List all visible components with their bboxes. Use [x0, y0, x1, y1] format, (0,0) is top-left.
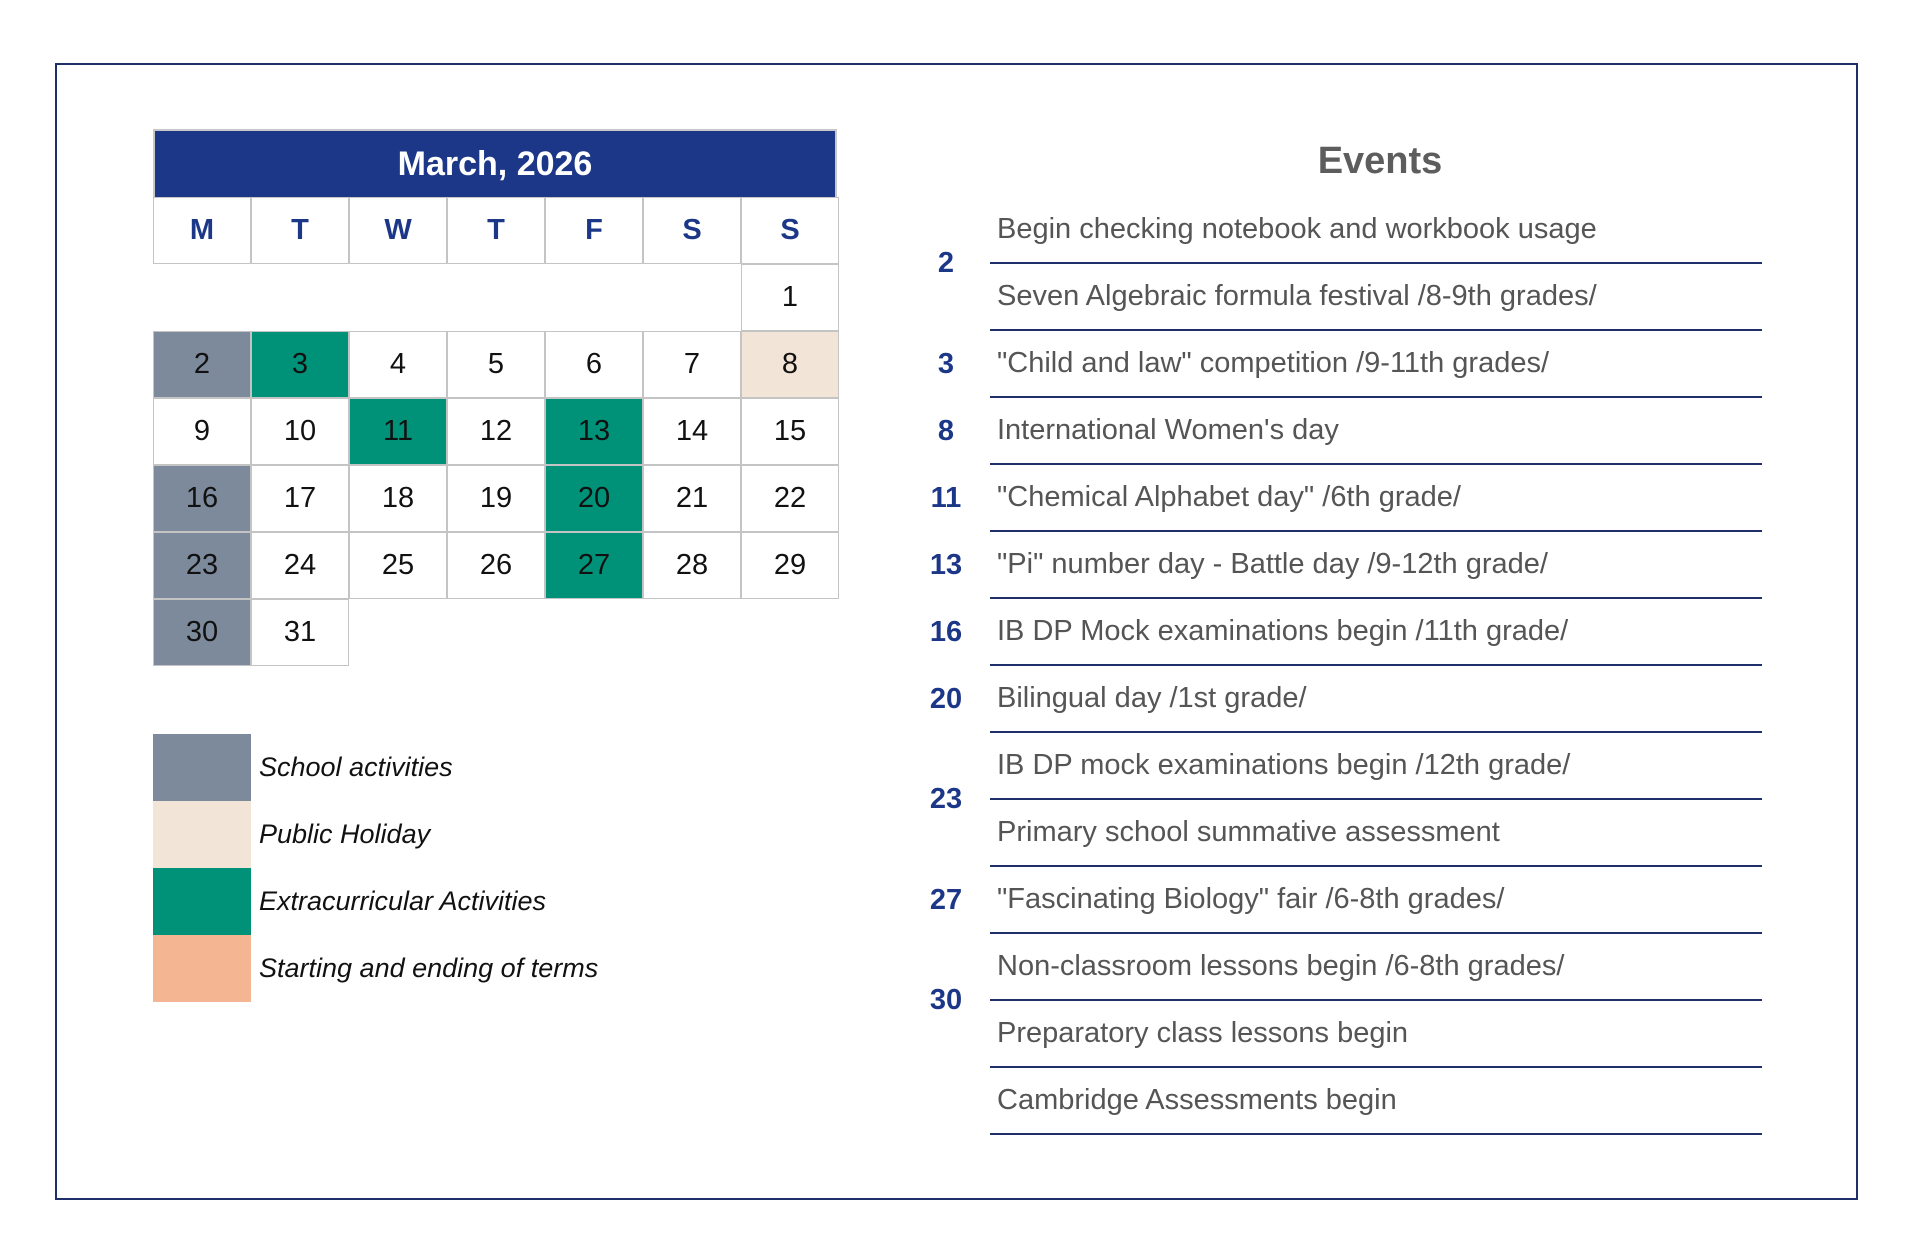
day-cell[interactable]: 6	[545, 331, 643, 398]
day-cell[interactable]: 12	[447, 398, 545, 465]
day-cell[interactable]: 21	[643, 465, 741, 532]
event-row: IB DP mock examinations begin /12th grade/	[990, 733, 1762, 800]
legend-label: Extracurricular Activities	[259, 886, 547, 916]
event-row: "Child and law" competition /9-11th grades/	[990, 331, 1762, 398]
events-title: Events	[1317, 140, 1443, 182]
event-row: International Women's day	[990, 398, 1762, 465]
legend-label: School activities	[259, 752, 453, 782]
event-row: "Fascinating Biology" fair /6-8th grades/	[990, 867, 1762, 934]
calendar-title: March, 2026	[153, 129, 837, 197]
day-cell[interactable]: 20	[545, 465, 643, 532]
day-cell[interactable]: 23	[153, 532, 251, 599]
event-day-number: 13	[929, 548, 963, 581]
event-row: Primary school summative assessment	[990, 800, 1762, 867]
day-cell[interactable]: 22	[741, 465, 839, 532]
weekday-header: T	[251, 197, 349, 264]
day-cell[interactable]: 8	[741, 331, 839, 398]
event-day-number: 3	[937, 347, 955, 380]
day-cell[interactable]: 14	[643, 398, 741, 465]
event-row: Bilingual day /1st grade/	[990, 666, 1762, 733]
day-cell[interactable]: 31	[251, 599, 349, 666]
event-row: "Pi" number day - Battle day /9-12th grade/	[990, 532, 1762, 599]
day-cell[interactable]: 19	[447, 465, 545, 532]
event-day-number: 30	[929, 984, 963, 1016]
event-day-number: 8	[937, 414, 955, 447]
day-cell[interactable]: 7	[643, 331, 741, 398]
day-cell[interactable]: 11	[349, 398, 447, 465]
event-day-number: 27	[929, 883, 963, 916]
day-cell[interactable]: 5	[447, 331, 545, 398]
weekday-header: S	[741, 197, 839, 264]
day-cell[interactable]: 4	[349, 331, 447, 398]
event-row: "Chemical Alphabet day" /6th grade/	[990, 465, 1762, 532]
day-cell[interactable]: 1	[741, 264, 839, 331]
day-cell[interactable]: 17	[251, 465, 349, 532]
day-cell[interactable]: 26	[447, 532, 545, 599]
day-cell[interactable]: 9	[153, 398, 251, 465]
legend-swatch	[153, 868, 251, 935]
event-row: Begin checking notebook and workbook usage	[990, 197, 1762, 264]
day-cell[interactable]: 10	[251, 398, 349, 465]
legend-label: Starting and ending of terms	[259, 953, 599, 983]
day-cell[interactable]: 13	[545, 398, 643, 465]
legend-label: Public Holiday	[259, 819, 431, 849]
event-row: Seven Algebraic formula festival /8-9th grades/	[990, 264, 1762, 331]
event-row: Preparatory class lessons begin	[990, 1001, 1762, 1068]
event-day-number: 11	[930, 481, 962, 514]
event-day-number: 16	[929, 615, 963, 648]
legend-swatch	[153, 935, 251, 1002]
weekday-header: S	[643, 197, 741, 264]
event-day-number: 2	[937, 247, 955, 279]
event-row: Cambridge Assessments begin	[990, 1068, 1762, 1135]
legend-swatch	[153, 801, 251, 868]
weekday-header: F	[545, 197, 643, 264]
legend-swatch	[153, 734, 251, 801]
day-cell[interactable]: 24	[251, 532, 349, 599]
day-cell[interactable]: 3	[251, 331, 349, 398]
weekday-header: T	[447, 197, 545, 264]
day-cell[interactable]: 28	[643, 532, 741, 599]
weekday-header: W	[349, 197, 447, 264]
event-day-number: 23	[929, 783, 963, 815]
event-row: IB DP Mock examinations begin /11th grade/	[990, 599, 1762, 666]
event-row: Non-classroom lessons begin /6-8th grades/	[990, 934, 1762, 1001]
day-cell[interactable]: 27	[545, 532, 643, 599]
day-cell[interactable]: 2	[153, 331, 251, 398]
day-cell[interactable]: 30	[153, 599, 251, 666]
day-cell[interactable]: 16	[153, 465, 251, 532]
day-cell[interactable]: 18	[349, 465, 447, 532]
weekday-header: M	[153, 197, 251, 264]
day-cell[interactable]: 15	[741, 398, 839, 465]
day-cell[interactable]: 29	[741, 532, 839, 599]
event-day-number: 20	[929, 682, 963, 715]
day-cell[interactable]: 25	[349, 532, 447, 599]
